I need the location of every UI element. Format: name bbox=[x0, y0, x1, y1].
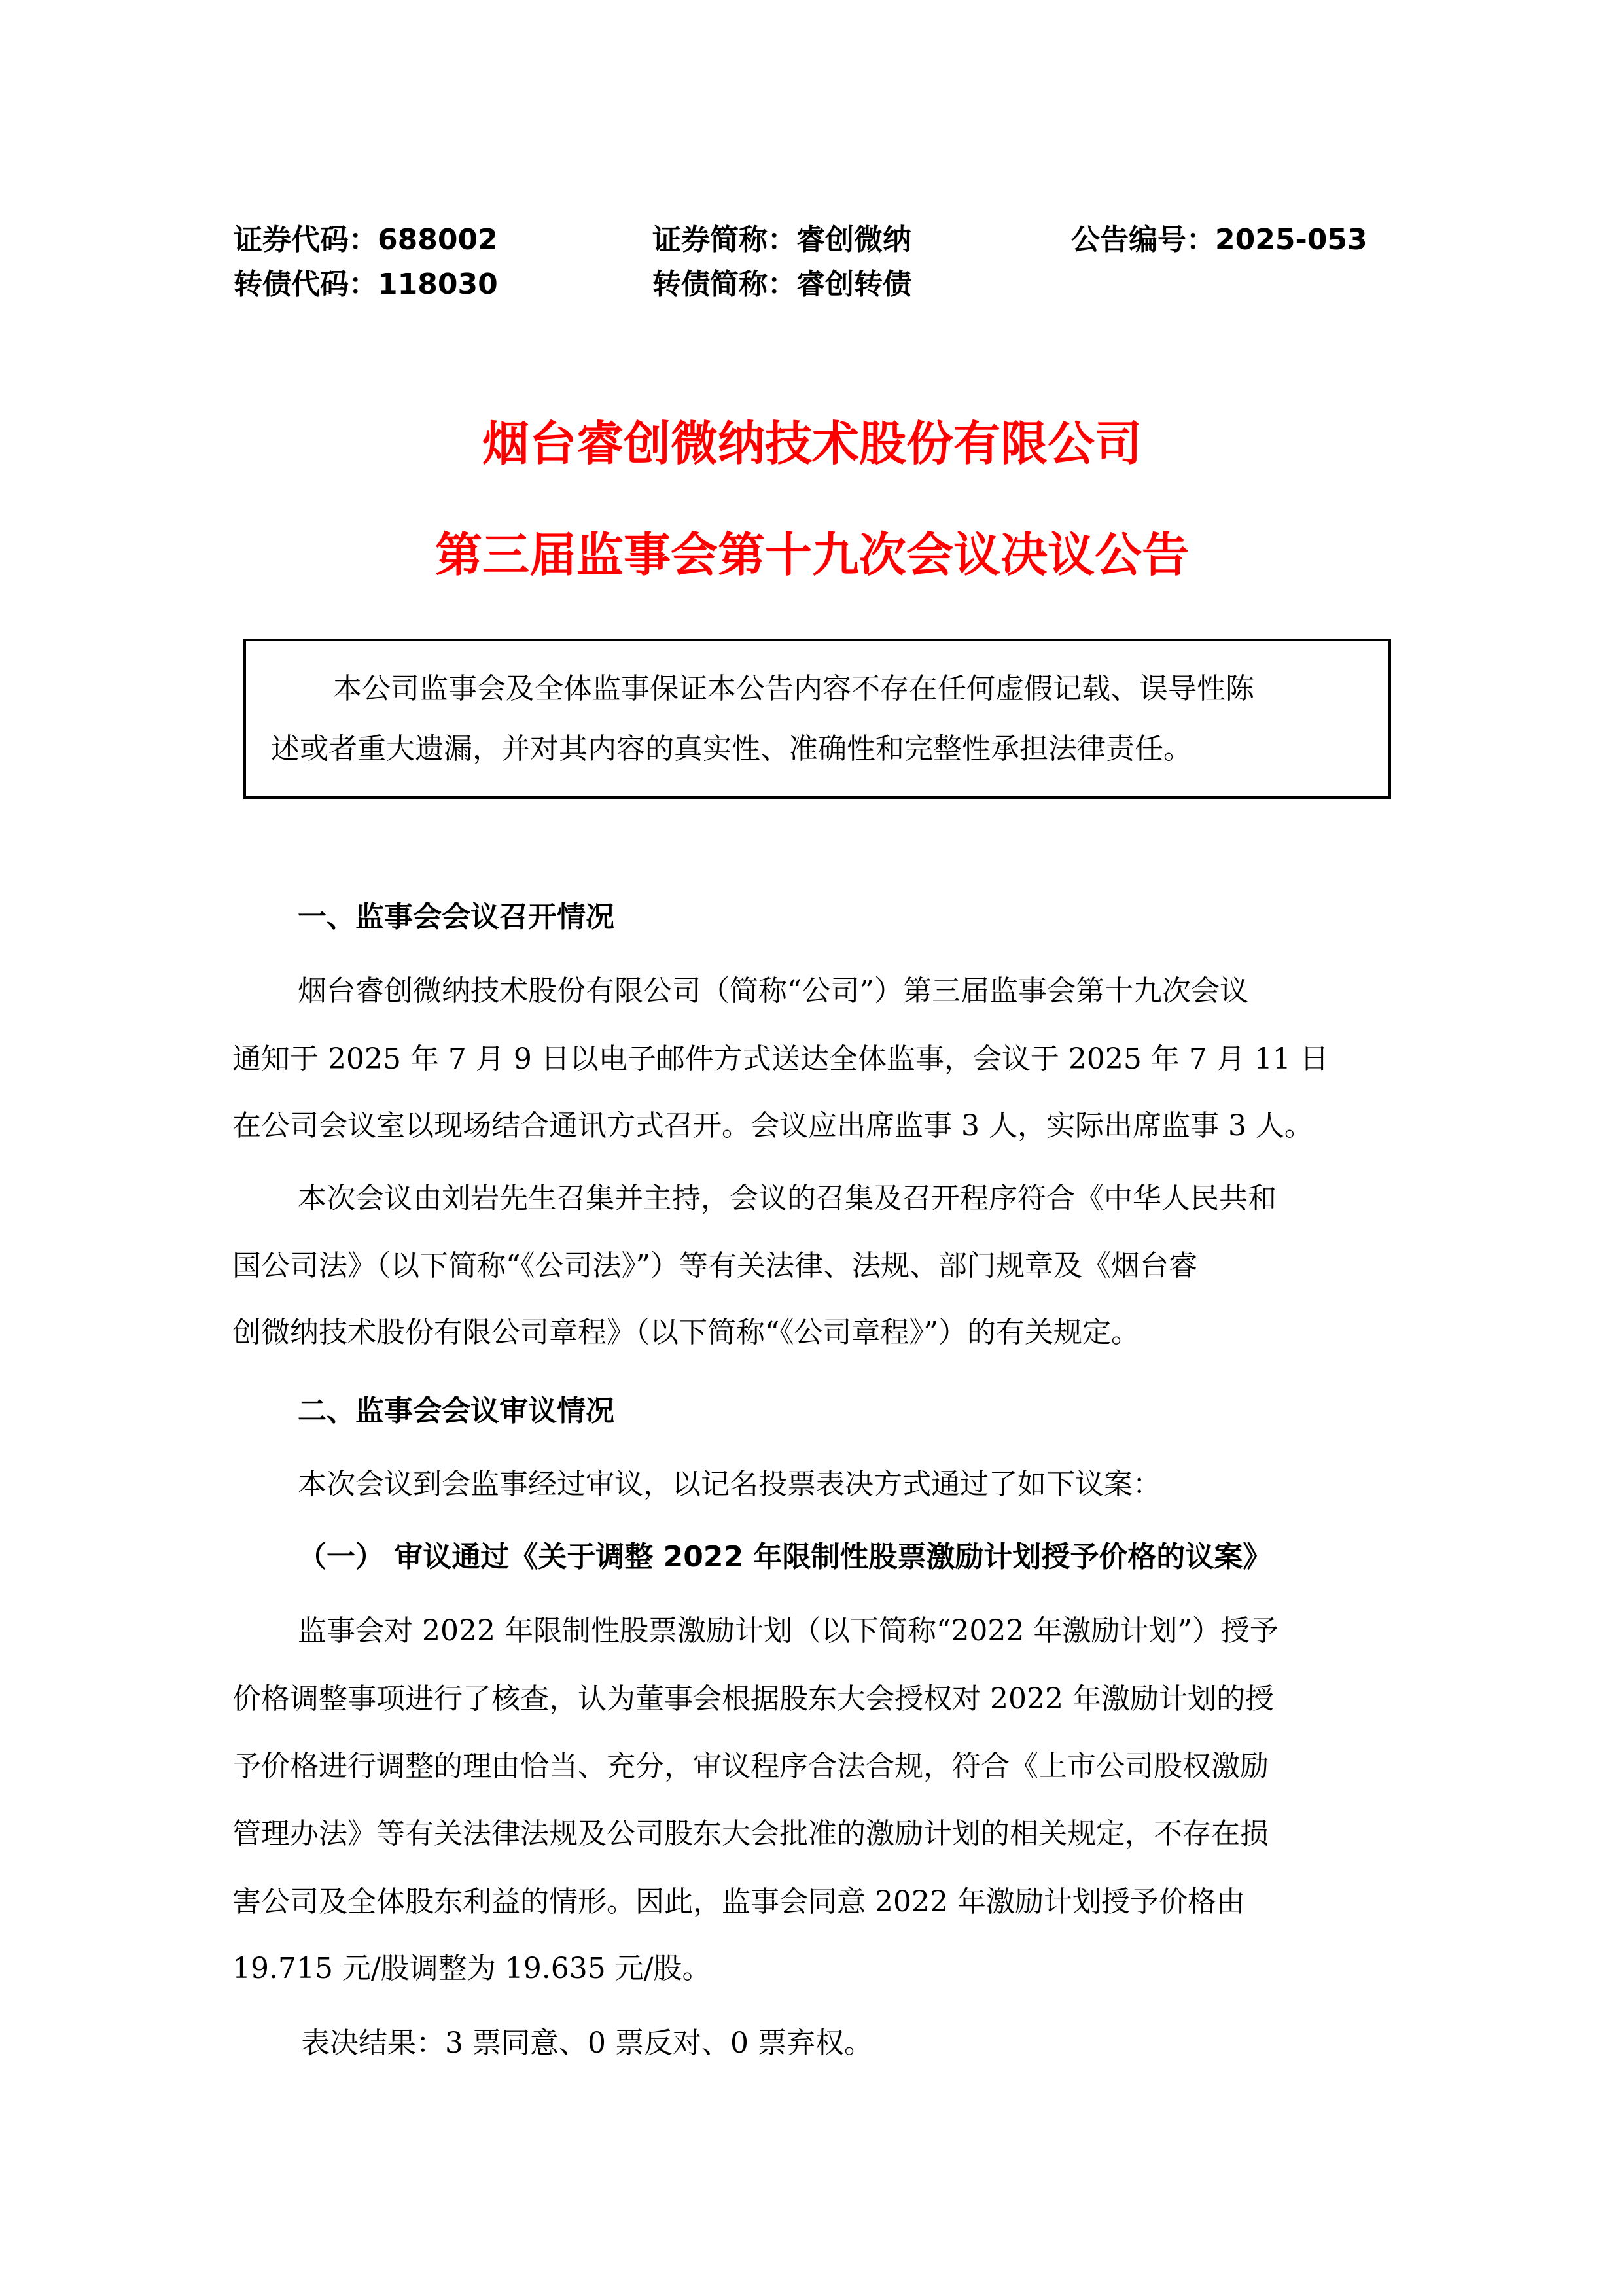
paragraph-line: 监事会对 2022 年限制性股票激励计划（以下简称“2022 年激励计划”）授予 bbox=[298, 1614, 1279, 1648]
page-title-company: 烟台睿创微纳技术股份有限公司 bbox=[482, 416, 1142, 471]
paragraph-line: 在公司会议室以现场结合通讯方式召开。会议应出席监事 3 人，实际出席监事 3 人。 bbox=[232, 1109, 1313, 1142]
page-title-announcement: 第三届监事会第十九次会议决议公告 bbox=[434, 527, 1189, 582]
bond-code: 转债代码：118030 bbox=[234, 268, 498, 301]
paragraph-line: 价格调整事项进行了核查，认为董事会根据股东大会授权对 2022 年激励计划的授 bbox=[232, 1682, 1274, 1716]
paragraph-line: 害公司及全体股东利益的情形。因此，监事会同意 2022 年激励计划授予价格由 bbox=[232, 1885, 1245, 1918]
paragraph-line: 通知于 2025 年 7 月 9 日以电子邮件方式送达全体监事，会议于 2025 年 7 月 11 日 bbox=[232, 1042, 1329, 1076]
paragraph-line: 烟台睿创微纳技术股份有限公司（简称“公司”）第三届监事会第十九次会议 bbox=[298, 974, 1248, 1008]
disclaimer-line-2: 述或者重大遗漏，并对其内容的真实性、准确性和完整性承担法律责任。 bbox=[271, 732, 1192, 766]
disclaimer-box bbox=[243, 639, 1391, 799]
paragraph-line: 本次会议由刘岩先生召集并主持，会议的召集及召开程序符合《中华人民共和 bbox=[298, 1182, 1277, 1215]
paragraph-line: 管理办法》等有关法律法规及公司股东大会批准的激励计划的相关规定，不存在损 bbox=[232, 1817, 1269, 1850]
bond-name: 转债简称：睿创转债 bbox=[652, 268, 911, 301]
stock-code: 证券代码：688002 bbox=[234, 223, 498, 256]
paragraph-line: 19.715 元/股调整为 19.635 元/股。 bbox=[232, 1952, 711, 1985]
notice-number: 公告编号：2025-053 bbox=[1071, 223, 1368, 256]
vote-result: 表决结果：3 票同意、0 票反对、0 票弃权。 bbox=[301, 2026, 873, 2060]
paragraph-line: 予价格进行调整的理由恰当、充分，审议程序合法合规，符合《上市公司股权激励 bbox=[232, 1750, 1269, 1783]
paragraph-line: 创微纳技术股份有限公司章程》（以下简称“《公司章程》”）的有关规定。 bbox=[232, 1316, 1140, 1349]
section-heading-2: 二、监事会会议审议情况 bbox=[298, 1394, 614, 1428]
paragraph-line: 本次会议到会监事经过审议，以记名投票表决方式通过了如下议案： bbox=[298, 1468, 1161, 1501]
section-heading-1: 一、监事会会议召开情况 bbox=[298, 900, 614, 934]
paragraph-line: 国公司法》（以下简称“《公司法》”）等有关法律、法规、部门规章及《烟台睿 bbox=[232, 1249, 1197, 1282]
disclaimer-line-1: 本公司监事会及全体监事保证本公告内容不存在任何虚假记载、误导性陈 bbox=[333, 672, 1254, 705]
stock-name: 证券简称：睿创微纳 bbox=[652, 223, 911, 256]
motion-title: （一） 审议通过《关于调整 2022 年限制性股票激励计划授予价格的议案》 bbox=[298, 1540, 1272, 1574]
